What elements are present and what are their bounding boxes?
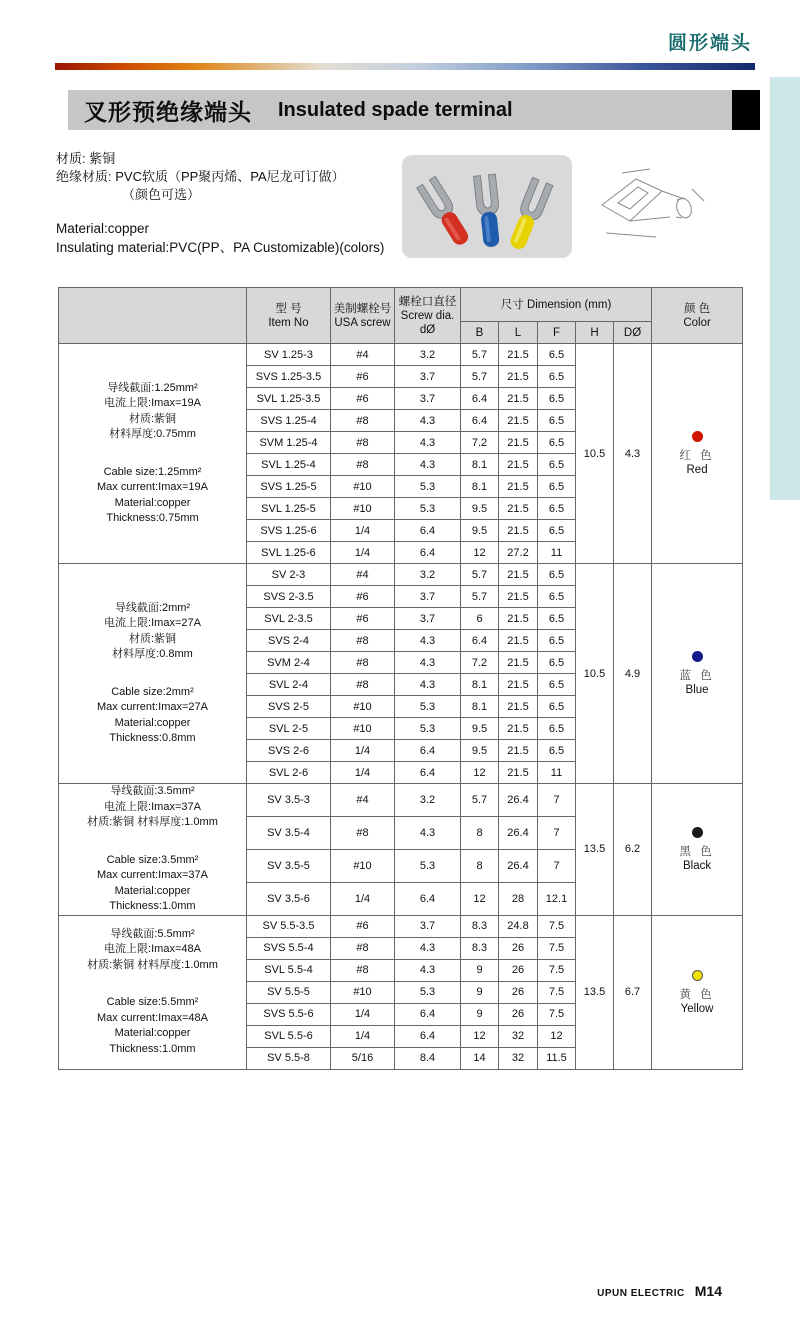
dim-b-cell: 9 [461, 981, 499, 1003]
dim-b-cell: 9.5 [461, 718, 499, 740]
color-cell [652, 915, 743, 1069]
section-title-zh: 叉形预绝缘端头 [84, 98, 252, 125]
usa-screw-cell: #6 [331, 608, 395, 630]
usa-screw-cell: #10 [331, 476, 395, 498]
dim-f-cell: 6.5 [538, 630, 576, 652]
usa-screw-cell: 1/4 [331, 542, 395, 564]
usa-screw-cell: #8 [331, 959, 395, 981]
item-no-cell: SVL 2-5 [247, 718, 331, 740]
description-line: 材质:紫铜 材料厚度:1.0mm [87, 816, 218, 828]
dim-l-header: L [499, 322, 538, 344]
description-gap [59, 443, 246, 465]
item-no-cell: SV 1.25-3 [247, 344, 331, 366]
description-line: Cable size:2mm² [111, 685, 194, 698]
dim-f-cell: 6.5 [538, 520, 576, 542]
usa-screw-cell: #4 [331, 784, 395, 817]
dim-f-cell: 11 [538, 542, 576, 564]
description-line: 导线截面:2mm² [114, 601, 191, 614]
usa-screw-cell: 1/4 [331, 882, 395, 915]
item-no-cell: SVS 2-4 [247, 630, 331, 652]
dim-l-cell: 26 [499, 959, 538, 981]
usa-screw-cell: #8 [331, 454, 395, 476]
dim-b-cell: 7.2 [461, 652, 499, 674]
item-no-cell: SVL 1.25-5 [247, 498, 331, 520]
product-photo [402, 155, 572, 258]
footer-brand: UPUN ELECTRIC [597, 1288, 685, 1299]
dim-l-cell: 21.5 [499, 564, 538, 586]
dim-b-cell: 12 [461, 542, 499, 564]
screw-dia-cell: 6.4 [395, 882, 461, 915]
item-no-cell: SVL 5.5-4 [247, 959, 331, 981]
dim-f-cell: 12 [538, 1025, 576, 1047]
description-line: Thickness:1.0mm [109, 1042, 196, 1055]
dim-f-cell: 7.5 [538, 937, 576, 959]
description-line: 材质:紫铜 材料厚度:1.0mm [87, 958, 218, 971]
dim-l-cell: 21.5 [499, 520, 538, 542]
item-no-cell: SV 3.5-3 [247, 784, 331, 817]
dim-l-cell: 21.5 [499, 498, 538, 520]
color-label-en: Yellow [680, 1002, 714, 1015]
item-no-header [247, 288, 331, 344]
dim-f-cell: 6.5 [538, 608, 576, 630]
color-dot-icon [692, 431, 703, 442]
dim-l-cell: 21.5 [499, 586, 538, 608]
description-gap [59, 663, 246, 685]
material-line-zh: （颜色可选） [122, 187, 201, 202]
screw-dia-cell: 5.3 [395, 498, 461, 520]
dim-l-cell: 21.5 [499, 652, 538, 674]
screw-dia-cell: 3.7 [395, 586, 461, 608]
item-no-cell: SV 5.5-5 [247, 981, 331, 1003]
screw-dia-cell: 4.3 [395, 674, 461, 696]
dim-l-cell: 26.4 [499, 784, 538, 817]
dim-h-header: H [576, 322, 614, 344]
usa-screw-cell: 1/4 [331, 762, 395, 784]
item-no-cell: SVS 2-6 [247, 740, 331, 762]
usa-screw-cell: #10 [331, 498, 395, 520]
item-no-cell: SVS 1.25-3.5 [247, 366, 331, 388]
color-cell [652, 564, 743, 784]
usa-screw-cell: #8 [331, 410, 395, 432]
material-line-zh: 绝缘材质: PVC软质（PP聚丙烯、PA尼龙可订做） [56, 169, 345, 184]
dim-do-cell: 4.9 [614, 564, 652, 784]
dim-f-cell: 7.5 [538, 981, 576, 1003]
dim-l-cell: 21.5 [499, 388, 538, 410]
color-label-en: Red [686, 464, 708, 476]
dim-b-cell: 8.3 [461, 915, 499, 937]
item-no-cell: SV 3.5-6 [247, 882, 331, 915]
spec-row [59, 915, 743, 937]
description-line: Cable size:5.5mm² [106, 996, 199, 1009]
header-label: dØ [419, 323, 436, 336]
usa-screw-cell: 1/4 [331, 740, 395, 762]
description-line: Max current:Imax=27A [97, 701, 208, 713]
header-label: 螺栓口直径 [398, 295, 457, 308]
description-line: Material:copper [114, 716, 191, 729]
description-line: 材料厚度:0.75mm [109, 428, 196, 440]
usa-screw-cell: #10 [331, 981, 395, 1003]
color-dot-icon [692, 827, 703, 838]
dim-l-cell: 21.5 [499, 432, 538, 454]
materials-block [56, 150, 384, 257]
description-line: Thickness:0.8mm [109, 732, 196, 744]
item-no-cell: SVS 5.5-4 [247, 937, 331, 959]
screw-dia-cell: 3.7 [395, 608, 461, 630]
dim-do-header: DØ [614, 322, 652, 344]
dim-f-cell: 7 [538, 784, 576, 817]
dim-l-cell: 26.4 [499, 849, 538, 882]
section-title-en: Insulated spade terminal [278, 98, 513, 121]
dim-b-cell: 8.1 [461, 674, 499, 696]
spec-row [59, 344, 743, 366]
dim-b-cell: 8.3 [461, 937, 499, 959]
item-no-cell: SV 2-3 [247, 564, 331, 586]
description-line: 导线截面:1.25mm² [107, 381, 198, 394]
description-line: Material:copper [114, 496, 191, 509]
description-line: 电流上限:Imax=37A [104, 800, 201, 813]
item-no-cell: SV 3.5-4 [247, 816, 331, 849]
material-line-zh: 材质: 紫铜 [56, 151, 116, 166]
dim-b-cell: 6.4 [461, 630, 499, 652]
description-line: Cable size:3.5mm² [106, 853, 199, 866]
dim-b-cell: 7.2 [461, 432, 499, 454]
spec-row [59, 784, 743, 817]
item-no-cell: SVM 2-4 [247, 652, 331, 674]
description-line: Max current:Imax=37A [97, 869, 208, 881]
description-gap [59, 973, 246, 995]
item-no-cell: SVM 1.25-4 [247, 432, 331, 454]
dim-b-cell: 5.7 [461, 344, 499, 366]
group-description [59, 784, 247, 916]
dim-b-cell: 6 [461, 608, 499, 630]
dim-f-cell: 6.5 [538, 432, 576, 454]
usa-screw-cell: 1/4 [331, 1025, 395, 1047]
item-no-cell: SVL 1.25-6 [247, 542, 331, 564]
usa-screw-cell: #8 [331, 937, 395, 959]
product-photo-image [402, 155, 572, 258]
dim-l-cell: 21.5 [499, 762, 538, 784]
dim-f-cell: 7.5 [538, 915, 576, 937]
dim-b-cell: 9.5 [461, 520, 499, 542]
description-gap [59, 831, 246, 853]
description-line: Material:copper [114, 884, 191, 897]
dim-l-cell: 28 [499, 882, 538, 915]
section-title-bar [68, 90, 760, 130]
screw-dia-cell: 6.4 [395, 1003, 461, 1025]
spec-table-body [59, 344, 743, 1070]
usa-screw-cell: 5/16 [331, 1047, 395, 1069]
screw-dia-cell: 6.4 [395, 740, 461, 762]
dim-b-cell: 8 [461, 849, 499, 882]
item-no-cell: SVL 1.25-3.5 [247, 388, 331, 410]
dimension-header: 尺寸 Dimension (mm) [461, 288, 652, 322]
screw-dia-cell: 5.3 [395, 981, 461, 1003]
dim-f-cell: 6.5 [538, 476, 576, 498]
dim-b-cell: 6.4 [461, 388, 499, 410]
description-line: Max current:Imax=48A [97, 1011, 208, 1024]
usa-screw-cell: 1/4 [331, 520, 395, 542]
item-no-cell: SVL 2-3.5 [247, 608, 331, 630]
usa-screw-cell: #6 [331, 366, 395, 388]
dim-f-cell: 6.5 [538, 696, 576, 718]
color-label-en: Black [683, 859, 712, 872]
dim-f-cell: 6.5 [538, 410, 576, 432]
dim-f-cell: 6.5 [538, 652, 576, 674]
dim-b-cell: 5.7 [461, 586, 499, 608]
dim-b-cell: 5.7 [461, 784, 499, 817]
technical-drawing-image [592, 167, 714, 251]
accent-gradient-bar [55, 63, 755, 70]
dim-l-cell: 21.5 [499, 696, 538, 718]
dim-do-cell: 6.7 [614, 915, 652, 1069]
item-no-cell: SVS 1.25-5 [247, 476, 331, 498]
dim-h-cell: 10.5 [576, 344, 614, 564]
spec-table-header [59, 288, 743, 344]
dim-l-cell: 21.5 [499, 366, 538, 388]
description-line: Max current:Imax=19A [97, 481, 208, 493]
dim-f-cell: 6.5 [538, 366, 576, 388]
dim-f-header: F [538, 322, 576, 344]
color-label-zh: 黑 色 [679, 845, 715, 858]
screw-dia-cell: 3.2 [395, 564, 461, 586]
dim-b-cell: 8 [461, 816, 499, 849]
material-line-en: Material:copper [56, 221, 150, 236]
dim-l-cell: 21.5 [499, 410, 538, 432]
description-line: 导线截面:3.5mm² [110, 785, 195, 797]
dim-f-cell: 6.5 [538, 586, 576, 608]
header-label: 颜 色 [683, 302, 711, 315]
dim-f-cell: 6.5 [538, 740, 576, 762]
dim-b-cell: 12 [461, 762, 499, 784]
screw-dia-cell: 4.3 [395, 816, 461, 849]
title-endcap-block [732, 90, 760, 130]
dim-b-cell: 12 [461, 1025, 499, 1047]
technical-drawing [592, 167, 714, 251]
dim-f-cell: 6.5 [538, 454, 576, 476]
header-label: Item No [268, 316, 309, 329]
header-label: Color [683, 316, 711, 329]
screw-dia-cell: 3.7 [395, 388, 461, 410]
description-line: 电流上限:Imax=19A [104, 397, 201, 409]
description-line: 材质:紫铜 [128, 632, 177, 645]
dim-f-cell: 6.5 [538, 388, 576, 410]
color-cell [652, 784, 743, 916]
screw-dia-cell: 4.3 [395, 454, 461, 476]
screw-dia-cell: 5.3 [395, 849, 461, 882]
dim-f-cell: 7 [538, 849, 576, 882]
item-no-cell: SVS 1.25-6 [247, 520, 331, 542]
usa-screw-cell: #10 [331, 849, 395, 882]
dim-f-cell: 7 [538, 816, 576, 849]
item-no-cell: SVL 1.25-4 [247, 454, 331, 476]
dim-l-cell: 21.5 [499, 630, 538, 652]
header-label: USA screw [334, 316, 391, 329]
usa-screw-cell: #6 [331, 915, 395, 937]
usa-screw-cell: 1/4 [331, 1003, 395, 1025]
dim-b-cell: 5.7 [461, 366, 499, 388]
dim-l-cell: 21.5 [499, 344, 538, 366]
dim-f-cell: 6.5 [538, 344, 576, 366]
dim-b-cell: 8.1 [461, 476, 499, 498]
screw-dia-cell: 4.3 [395, 959, 461, 981]
usa-screw-cell: #8 [331, 674, 395, 696]
material-line-en: Insulating material:PVC(PP、PA Customizable)(colors) [56, 240, 385, 255]
color-cell [652, 344, 743, 564]
description-line: 电流上限:Imax=27A [104, 617, 201, 629]
dim-f-cell: 12.1 [538, 882, 576, 915]
color-dot-icon [692, 651, 703, 662]
description-line: Material:copper [114, 1027, 191, 1040]
usa-screw-cell: #6 [331, 388, 395, 410]
dim-f-cell: 6.5 [538, 564, 576, 586]
screw-dia-cell: 5.3 [395, 718, 461, 740]
color-label-zh: 蓝 色 [679, 670, 715, 682]
screw-dia-cell: 6.4 [395, 520, 461, 542]
description-line: 电流上限:Imax=48A [104, 943, 201, 956]
dim-l-cell: 21.5 [499, 674, 538, 696]
description-line: 材料厚度:0.8mm [112, 648, 193, 660]
item-no-cell: SVL 2-6 [247, 762, 331, 784]
usa-screw-cell: #4 [331, 564, 395, 586]
dim-l-cell: 26 [499, 937, 538, 959]
dim-b-cell: 8.1 [461, 696, 499, 718]
dim-l-cell: 26.4 [499, 816, 538, 849]
item-no-cell: SVS 5.5-6 [247, 1003, 331, 1025]
usa-screw-cell: #10 [331, 718, 395, 740]
dim-f-cell: 7.5 [538, 1003, 576, 1025]
description-header-cell [59, 288, 247, 344]
item-no-cell: SVL 5.5-6 [247, 1025, 331, 1047]
dim-l-cell: 21.5 [499, 608, 538, 630]
item-no-cell: SV 5.5-8 [247, 1047, 331, 1069]
dim-l-cell: 21.5 [499, 476, 538, 498]
usa-screw-cell: #8 [331, 432, 395, 454]
screw-dia-cell: 5.3 [395, 696, 461, 718]
dim-f-cell: 7.5 [538, 959, 576, 981]
footer-page-number: M14 [694, 1283, 722, 1299]
description-line: Thickness:1.0mm [109, 900, 196, 912]
dim-f-cell: 6.5 [538, 718, 576, 740]
dim-l-cell: 32 [499, 1025, 538, 1047]
color-label-zh: 红 色 [679, 450, 715, 462]
screw-dia-cell: 3.7 [395, 915, 461, 937]
dim-l-cell: 32 [499, 1047, 538, 1069]
dim-l-cell: 26 [499, 981, 538, 1003]
screw-dia-cell: 3.2 [395, 784, 461, 817]
screw-dia-cell: 4.3 [395, 652, 461, 674]
color-label-zh: 黄 色 [679, 988, 715, 1001]
description-line: 材质:紫铜 [128, 412, 177, 425]
item-no-cell: SVL 2-4 [247, 674, 331, 696]
description-line: Cable size:1.25mm² [103, 465, 202, 478]
dim-b-cell: 5.7 [461, 564, 499, 586]
dim-l-cell: 26 [499, 1003, 538, 1025]
dim-l-cell: 24.8 [499, 915, 538, 937]
group-description [59, 344, 247, 564]
dim-b-cell: 9 [461, 959, 499, 981]
color-dot-icon [692, 970, 703, 981]
usa-screw-cell: #10 [331, 696, 395, 718]
usa-screw-header [331, 288, 395, 344]
spec-row [59, 564, 743, 586]
description-line: 导线截面:5.5mm² [110, 927, 195, 940]
dim-f-cell: 11 [538, 762, 576, 784]
screw-dia-cell: 4.3 [395, 410, 461, 432]
page-corner-tag: 圆形端头 [667, 33, 752, 54]
screw-dia-header [395, 288, 461, 344]
color-header [652, 288, 743, 344]
header-label: 美制螺栓号 [333, 302, 392, 315]
dim-do-cell: 4.3 [614, 344, 652, 564]
dim-h-cell: 13.5 [576, 915, 614, 1069]
dim-f-cell: 11.5 [538, 1047, 576, 1069]
screw-dia-cell: 8.4 [395, 1047, 461, 1069]
screw-dia-cell: 3.7 [395, 366, 461, 388]
spec-table [58, 287, 743, 1070]
description-line: Thickness:0.75mm [106, 512, 199, 524]
dim-do-cell: 6.2 [614, 784, 652, 916]
usa-screw-cell: #6 [331, 586, 395, 608]
usa-screw-cell: #8 [331, 630, 395, 652]
header-label: 型 号 [275, 302, 302, 315]
dim-h-cell: 10.5 [576, 564, 614, 784]
side-accent-stripe [770, 77, 800, 500]
materials-english-block [56, 219, 384, 257]
page-footer [597, 1283, 722, 1299]
dim-b-cell: 14 [461, 1047, 499, 1069]
dim-l-cell: 27.2 [499, 542, 538, 564]
usa-screw-cell: #8 [331, 816, 395, 849]
usa-screw-cell: #4 [331, 344, 395, 366]
dim-b-cell: 9 [461, 1003, 499, 1025]
dim-l-cell: 21.5 [499, 740, 538, 762]
usa-screw-cell: #8 [331, 652, 395, 674]
dim-b-cell: 6.4 [461, 410, 499, 432]
dim-l-cell: 21.5 [499, 718, 538, 740]
item-no-cell: SVS 2-3.5 [247, 586, 331, 608]
group-description [59, 564, 247, 784]
dim-b-cell: 8.1 [461, 454, 499, 476]
dim-f-cell: 6.5 [538, 498, 576, 520]
screw-dia-cell: 4.3 [395, 937, 461, 959]
dim-b-cell: 12 [461, 882, 499, 915]
screw-dia-cell: 5.3 [395, 476, 461, 498]
item-no-cell: SV 3.5-5 [247, 849, 331, 882]
dim-b-header: B [461, 322, 499, 344]
dim-l-cell: 21.5 [499, 454, 538, 476]
screw-dia-cell: 6.4 [395, 542, 461, 564]
item-no-cell: SVS 1.25-4 [247, 410, 331, 432]
dim-b-cell: 9.5 [461, 740, 499, 762]
dim-h-cell: 13.5 [576, 784, 614, 916]
screw-dia-cell: 6.4 [395, 1025, 461, 1047]
group-description [59, 915, 247, 1069]
item-no-cell: SV 5.5-3.5 [247, 915, 331, 937]
dim-f-cell: 6.5 [538, 674, 576, 696]
screw-dia-cell: 4.3 [395, 630, 461, 652]
color-label-en: Blue [685, 684, 709, 696]
dim-b-cell: 9.5 [461, 498, 499, 520]
screw-dia-cell: 4.3 [395, 432, 461, 454]
screw-dia-cell: 3.2 [395, 344, 461, 366]
screw-dia-cell: 6.4 [395, 762, 461, 784]
header-label: Screw dia. [400, 309, 455, 322]
item-no-cell: SVS 2-5 [247, 696, 331, 718]
